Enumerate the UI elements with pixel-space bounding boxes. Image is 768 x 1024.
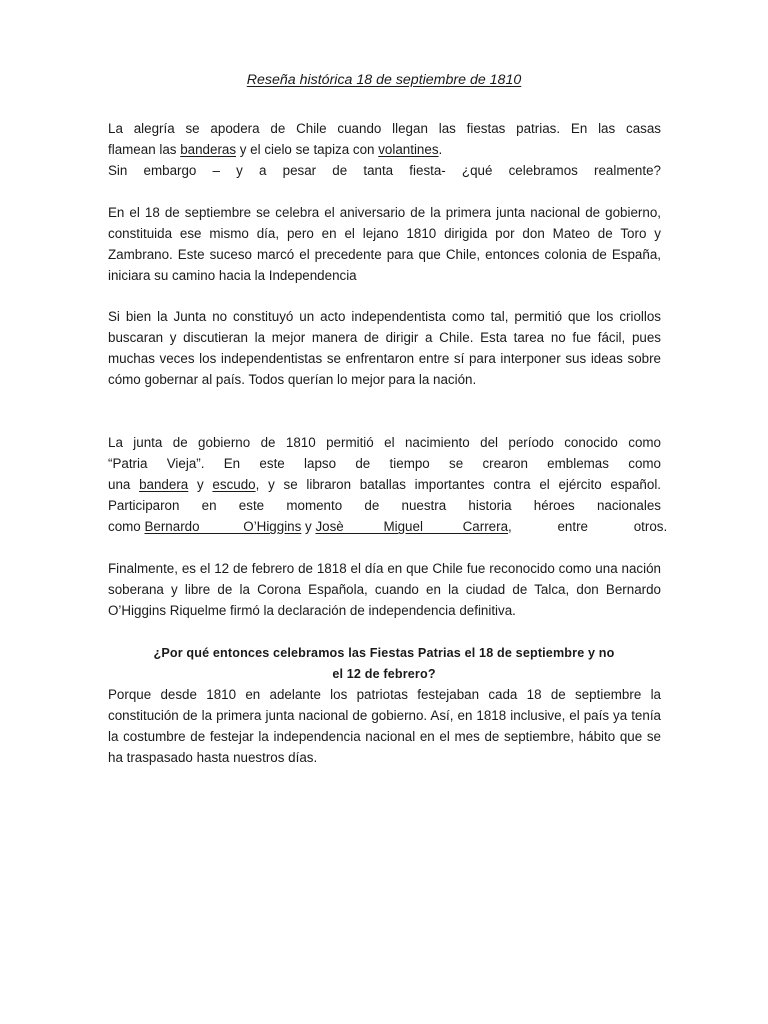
paragraph-intro-line-1: La alegría se apodera de Chile cuando llegan las fiestas patrias. En las casas <box>108 121 661 136</box>
paragraph-intro-line-2 <box>108 139 661 160</box>
text-fragment: como <box>108 519 145 534</box>
paragraph-intro <box>108 118 661 181</box>
link-banderas[interactable]: banderas <box>180 142 237 157</box>
link-escudo[interactable]: escudo <box>212 477 256 492</box>
paragraph-primera-junta: En el 18 de septiembre se celebra el aniversario de la primera junta nacional de gobierno, constituida ese mismo día, pero en el lejano 1810 dirigida por don Mateo de Toro y Zambrano. Este suceso marcó el precedente para que Chile, entonces colonia de España, iniciara su camino hacia la Independencia <box>108 205 661 283</box>
link-bandera[interactable]: bandera <box>139 477 189 492</box>
link-bernardo-ohiggins[interactable]: Bernardo O’Higgins <box>144 519 302 534</box>
link-volantines[interactable]: volantines <box>378 142 439 157</box>
text-fragment: flamean las <box>108 142 181 157</box>
text-fragment: y el cielo se tapiza con <box>236 142 379 157</box>
paragraph-criollos: Si bien la Junta no constituyó un acto independentista como tal, permitió que los criollos buscaran y discutieran la mejor manera de dirigir a Chile. Esta tarea no fue fácil, pues muchas veces los independentistas se enfrentaron entre sí para interponer sus ideas sobre cómo gobernar al país. Todos querían lo mejor para la nación. <box>108 309 661 387</box>
paragraph-patria-vieja-line-1: La junta de gobierno de 1810 permitió el nacimiento del período conocido como <box>108 435 661 450</box>
text-fragment: . <box>438 142 443 157</box>
text-fragment: , entre otros. <box>508 519 668 534</box>
paragraph-intro-line-3: Sin embargo – y a pesar de tanta fiesta- ¿qué celebramos realmente? <box>108 163 661 178</box>
paragraph-respuesta: Porque desde 1810 en adelante los patriotas festejaban cada 18 de septiembre la constitución de la primera junta nacional de gobierno. Así, en 1818 inclusive, el país ya tenía la costumbre de festejar la independencia nacional en el mes de septiembre, hábito que se ha traspasado hasta nuestros días. <box>108 687 661 765</box>
text-fragment: una <box>108 477 140 492</box>
paragraph-patria-vieja-line-4: Participaron en este momento de nuestra historia héroes nacionales <box>108 498 661 513</box>
page-title: Reseña histórica 18 de septiembre de 1810 <box>246 72 522 88</box>
text-fragment: , y se libraron batallas importantes contra el ejército español. <box>255 477 662 492</box>
text-fragment: y <box>301 519 316 534</box>
link-jose-miguel-carrera[interactable]: Josè Miguel Carrera <box>315 519 509 534</box>
question-line-1: ¿Por qué entonces celebramos las Fiestas Patrias el 18 de septiembre y no <box>153 646 615 660</box>
question-line-2: el 12 de febrero? <box>332 667 436 681</box>
section-question-heading <box>108 643 660 685</box>
paragraph-patria-vieja-line-2: “Patria Vieja”. En este lapso de tiempo se crearon emblemas como <box>108 456 661 471</box>
paragraph-patria-vieja-line-3 <box>108 474 661 495</box>
text-fragment: y <box>188 477 213 492</box>
paragraph-patria-vieja <box>108 432 668 537</box>
paragraph-independencia: Finalmente, es el 12 de febrero de 1818 el día en que Chile fue reconocido como una nación soberana y libre de la Corona Española, cuando en la ciudad de Talca, don Bernardo O’Higgins Riquelme firmó la declaración de independencia definitiva. <box>108 561 661 618</box>
paragraph-patria-vieja-line-5 <box>108 516 668 537</box>
